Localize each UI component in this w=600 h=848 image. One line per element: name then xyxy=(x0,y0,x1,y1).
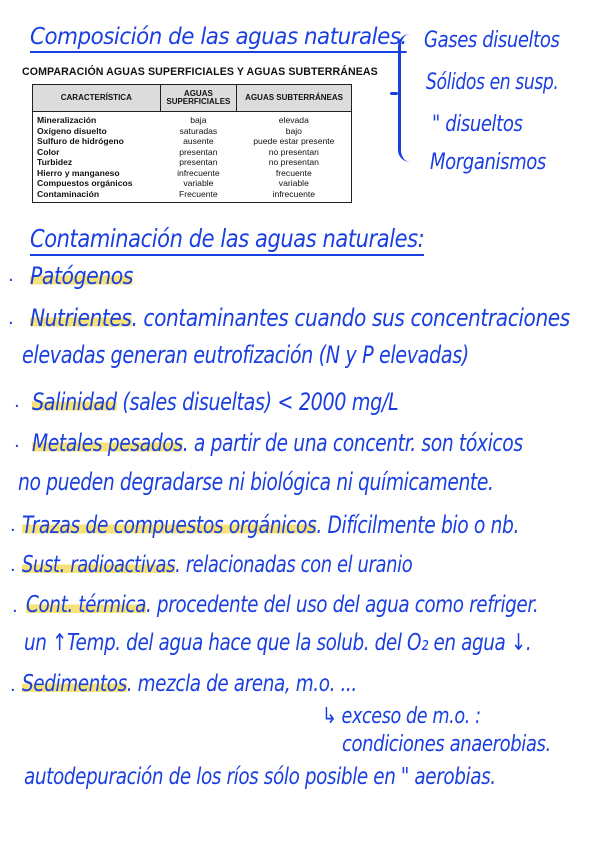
item-heavy-metals xyxy=(32,429,523,457)
bullet: · xyxy=(8,270,14,291)
contamination-heading: Contaminación de las aguas naturales: xyxy=(30,224,424,256)
table-title: COMPARACIÓN AGUAS SUPERFICIALES Y AGUAS SUBTERRÁNEAS xyxy=(22,66,378,78)
cell: no presentan xyxy=(268,146,319,157)
cell: variable xyxy=(183,178,214,188)
term: Cont. térmica xyxy=(26,592,147,618)
cell: Compuestos orgánicos xyxy=(37,178,133,188)
cell: infrecuente xyxy=(177,167,220,178)
table-header-groundwater: AGUAS SUBTERRÁNEAS xyxy=(237,85,352,112)
item-nutrients xyxy=(30,304,570,332)
side-note-2: Sólidos en susp. xyxy=(426,70,559,95)
note-anaerobic: condiciones anaerobias. xyxy=(342,732,551,757)
note-self-purification: autodepuración de los ríos sólo posible en " aerobias. xyxy=(24,764,496,790)
cell: infrecuente xyxy=(272,188,316,199)
cell: Mineralización xyxy=(37,115,97,125)
bullet: · xyxy=(10,680,16,701)
cell: saturadas xyxy=(179,125,218,136)
comparison-table xyxy=(32,84,352,203)
cell: variable xyxy=(278,178,309,188)
cell: elevada xyxy=(278,115,309,125)
desc: . Difícilmente bio o nb. xyxy=(316,511,520,539)
cell: Contaminación xyxy=(37,188,100,199)
item-radioactive xyxy=(22,552,412,578)
item-nutrients-line2: elevadas generan eutrofización (N y P elevadas) xyxy=(22,341,469,369)
term: Metales pesados xyxy=(32,429,183,457)
item-sediments xyxy=(22,671,357,697)
cell: presentan xyxy=(179,146,218,157)
table-header-characteristic: CARACTERÍSTICA xyxy=(33,85,161,112)
note-excess-om: ↳ exceso de m.o. : xyxy=(322,704,481,729)
table-row xyxy=(33,189,352,203)
cell: baja xyxy=(190,115,207,125)
table-row xyxy=(33,168,352,179)
bullet: · xyxy=(8,313,14,334)
cell: Oxígeno disuelto xyxy=(37,125,107,136)
side-bracket xyxy=(398,34,411,162)
item-heavy-metals-line2: no pueden degradarse ni biológica ni químicamente. xyxy=(18,468,494,496)
item-organic-traces xyxy=(22,511,519,539)
cell: Sulfuro de hidrógeno xyxy=(37,136,124,146)
cell: no presentan xyxy=(268,157,319,167)
table-header-surface: AGUAS SUPERFICIALES xyxy=(160,85,237,112)
table-row xyxy=(33,147,352,158)
side-note-3: " disueltos xyxy=(432,112,523,137)
bullet: · xyxy=(14,436,20,457)
term: Trazas de compuestos orgánicos xyxy=(22,511,317,539)
side-note-1: Gases disueltos xyxy=(424,28,560,53)
bullet: · xyxy=(14,396,20,417)
item-salinity xyxy=(32,388,398,416)
cell: Hierro y manganeso xyxy=(37,167,120,178)
desc: . procedente del uso del agua como refriger. xyxy=(146,592,539,618)
table-row xyxy=(33,178,352,189)
bullet: · xyxy=(10,520,16,541)
term: Nutrientes xyxy=(30,304,132,332)
cell: bajo xyxy=(285,125,302,136)
item-thermal-line2: un ↑Temp. del agua hace que la solub. del O₂ en agua ↓. xyxy=(24,630,532,656)
term: Salinidad xyxy=(32,388,117,416)
cell: Turbidez xyxy=(37,157,73,167)
cell: presentan xyxy=(179,157,218,167)
table-row xyxy=(33,126,352,137)
page-title: Composición de las aguas naturales. xyxy=(30,24,407,53)
side-note-4: Morganismos xyxy=(430,150,546,175)
item-pathogens xyxy=(30,262,133,290)
bullet: · xyxy=(12,601,18,622)
term: Patógenos xyxy=(30,262,133,290)
desc: . contaminantes cuando sus concentraciones xyxy=(131,304,570,332)
desc: . a partir de una concentr. son tóxicos xyxy=(182,429,523,457)
table-row xyxy=(33,112,352,126)
table-row xyxy=(33,136,352,147)
term: Sedimentos xyxy=(22,671,127,697)
desc: (sales disueltas) < 2000 mg/L xyxy=(116,388,399,416)
bullet: · xyxy=(10,560,16,581)
cell: ausente xyxy=(183,136,214,146)
term: Sust. radioactivas xyxy=(22,552,176,578)
cell: Color xyxy=(37,146,60,157)
cell: Frecuente xyxy=(179,188,218,199)
cell: puede estar presente xyxy=(253,136,335,146)
table-row xyxy=(33,157,352,168)
item-thermal xyxy=(26,592,538,618)
desc: . mezcla de arena, m.o. ... xyxy=(126,671,357,697)
desc: . relacionadas con el uranio xyxy=(175,552,413,578)
cell: frecuente xyxy=(275,167,312,178)
